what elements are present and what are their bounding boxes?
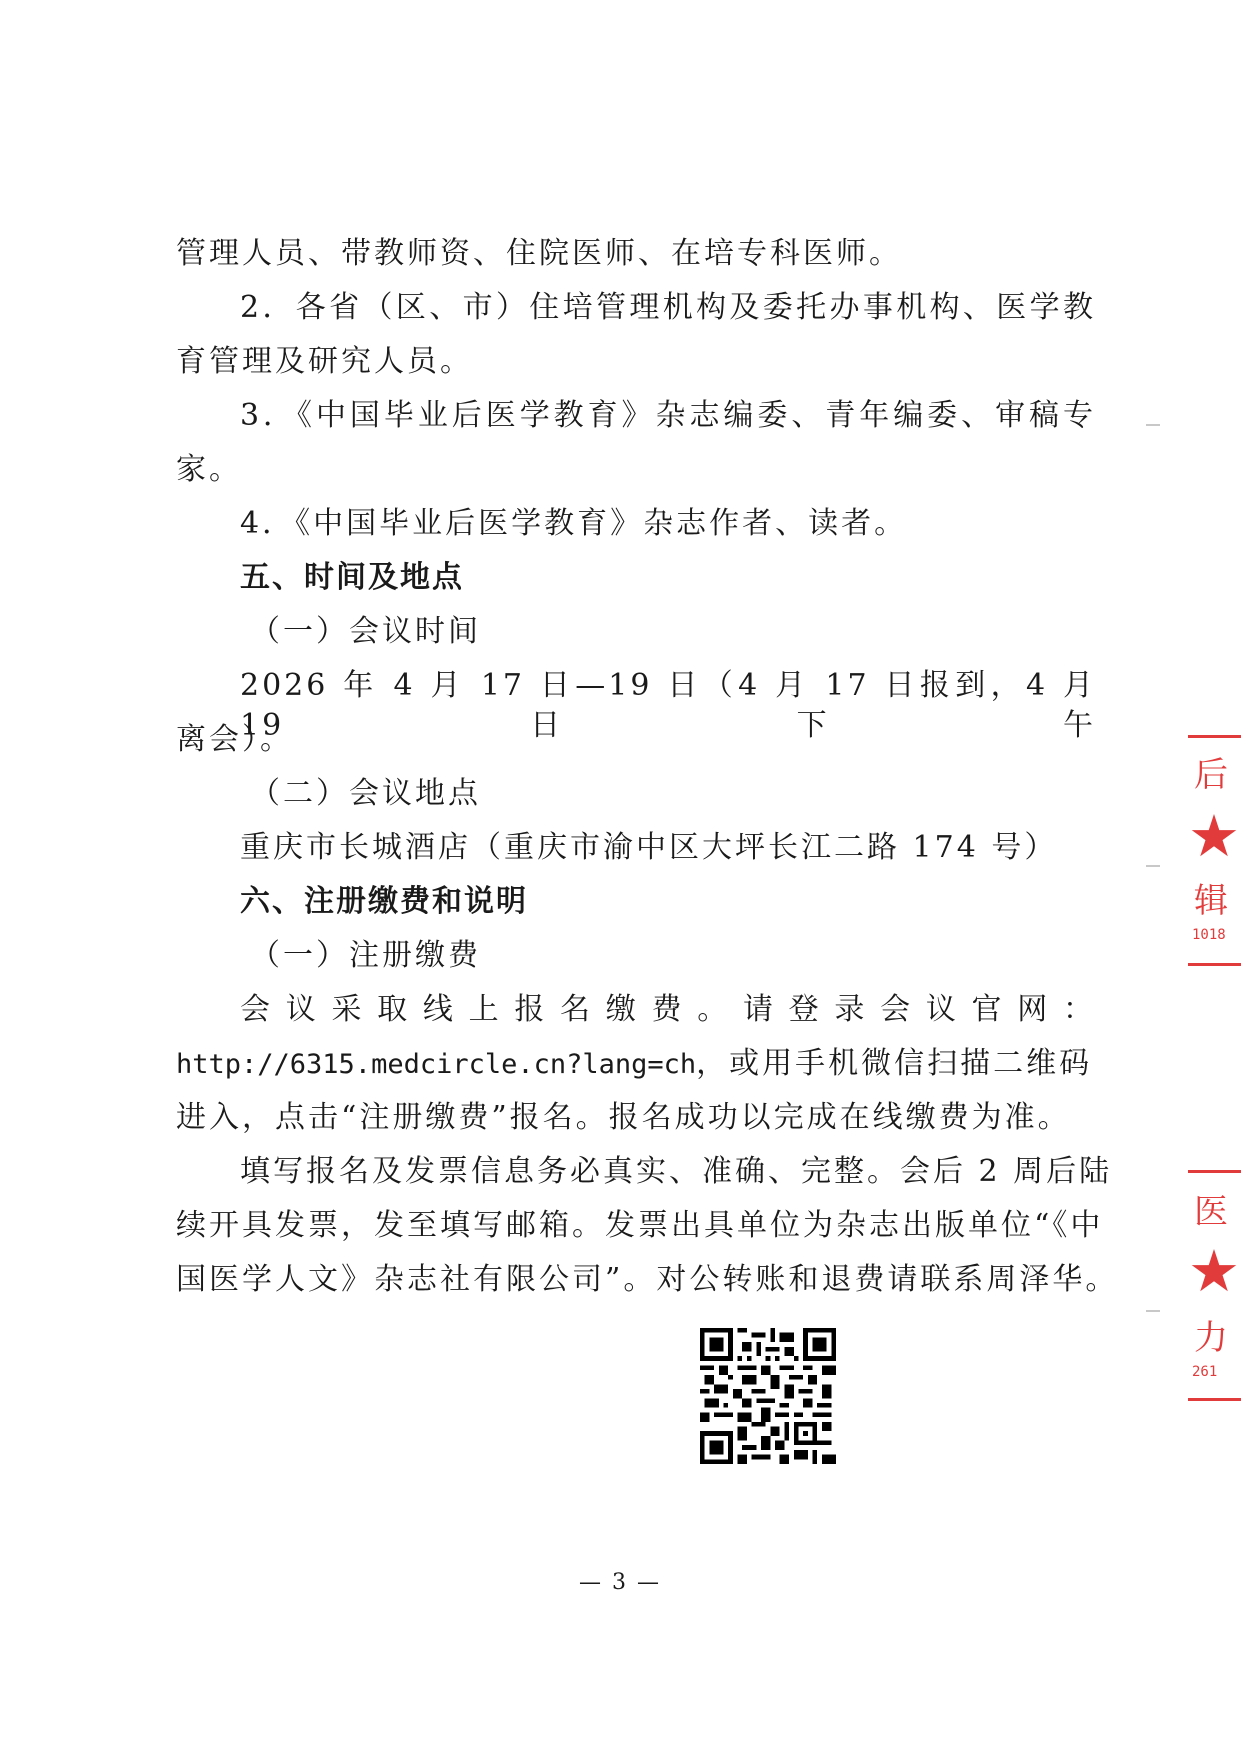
registration-para-line-1: 会议采取线上报名缴费。请登录会议官网： [240, 992, 1096, 1027]
body-line-3: 育管理及研究人员。 [176, 344, 473, 379]
registration-para-line-3: 进入，点击“注册缴费”报名。报名成功以完成在线缴费为准。 [176, 1100, 1071, 1135]
qr-code-icon[interactable] [700, 1328, 836, 1464]
seal-number-bottom: 261 [1192, 1364, 1218, 1380]
invoice-para-line-3: 国医学人文》杂志社有限公司”。对公转账和退费请联系周泽华。 [176, 1262, 1119, 1297]
section-6-heading: 六、注册缴费和说明 [240, 884, 528, 919]
seal-char-top-1: 后 [1194, 755, 1228, 795]
page-number: — 3 — [579, 1570, 661, 1595]
body-line-2: 2．各省（区、市）住培管理机构及委托办事机构、医学教 [240, 290, 1096, 325]
registration-para-line-2-rest: ，或用手机微信扫描二维码 [696, 1046, 1093, 1081]
red-seal-icon [1180, 1170, 1241, 1410]
meeting-time-line-1: 2026 年 4 月 17 日—19 日（4 月 17 日报到，4 月 19 日下午 [240, 668, 1096, 743]
body-line-4: 3．《中国毕业后医学教育》杂志编委、青年编委、审稿专 [240, 398, 1096, 433]
section-5-sub-2: （二）会议地点 [250, 776, 481, 811]
seal-char-bottom-2: 力 [1194, 1318, 1228, 1358]
seal-star-icon: ★ [1188, 1237, 1240, 1305]
section-6-sub-1: （一）注册缴费 [250, 938, 481, 973]
section-5-heading: 五、时间及地点 [240, 560, 464, 595]
seal-char-bottom-1: 医 [1194, 1192, 1228, 1232]
scan-mark [1146, 424, 1160, 426]
body-line-6: 4．《中国毕业后医学教育》杂志作者、读者。 [240, 506, 908, 541]
body-line-1: 管理人员、带教师资、住院医师、在培专科医师。 [176, 236, 902, 271]
meeting-place: 重庆市长城酒店（重庆市渝中区大坪长江二路 174 号） [240, 830, 1058, 865]
body-line-5: 家。 [176, 452, 242, 487]
seal-star-icon: ★ [1188, 802, 1240, 870]
red-seal-icon [1180, 735, 1241, 975]
meeting-website-link[interactable]: http://6315.medcircle.cn?lang=ch [176, 1049, 697, 1080]
scan-mark [1146, 865, 1160, 867]
invoice-para-line-2: 续开具发票，发至填写邮箱。发票出具单位为杂志出版单位“《中 [176, 1208, 1104, 1243]
seal-number-top: 1018 [1192, 927, 1226, 943]
meeting-time-line-2: 离会）。 [176, 722, 293, 757]
seal-char-top-2: 辑 [1194, 881, 1228, 921]
section-5-sub-1: （一）会议时间 [250, 614, 481, 649]
scan-mark [1146, 1310, 1160, 1312]
registration-para-line-2 [176, 1044, 1096, 1085]
invoice-para-line-1: 填写报名及发票信息务必真实、准确、完整。会后 2 周后陆 [240, 1154, 1113, 1189]
